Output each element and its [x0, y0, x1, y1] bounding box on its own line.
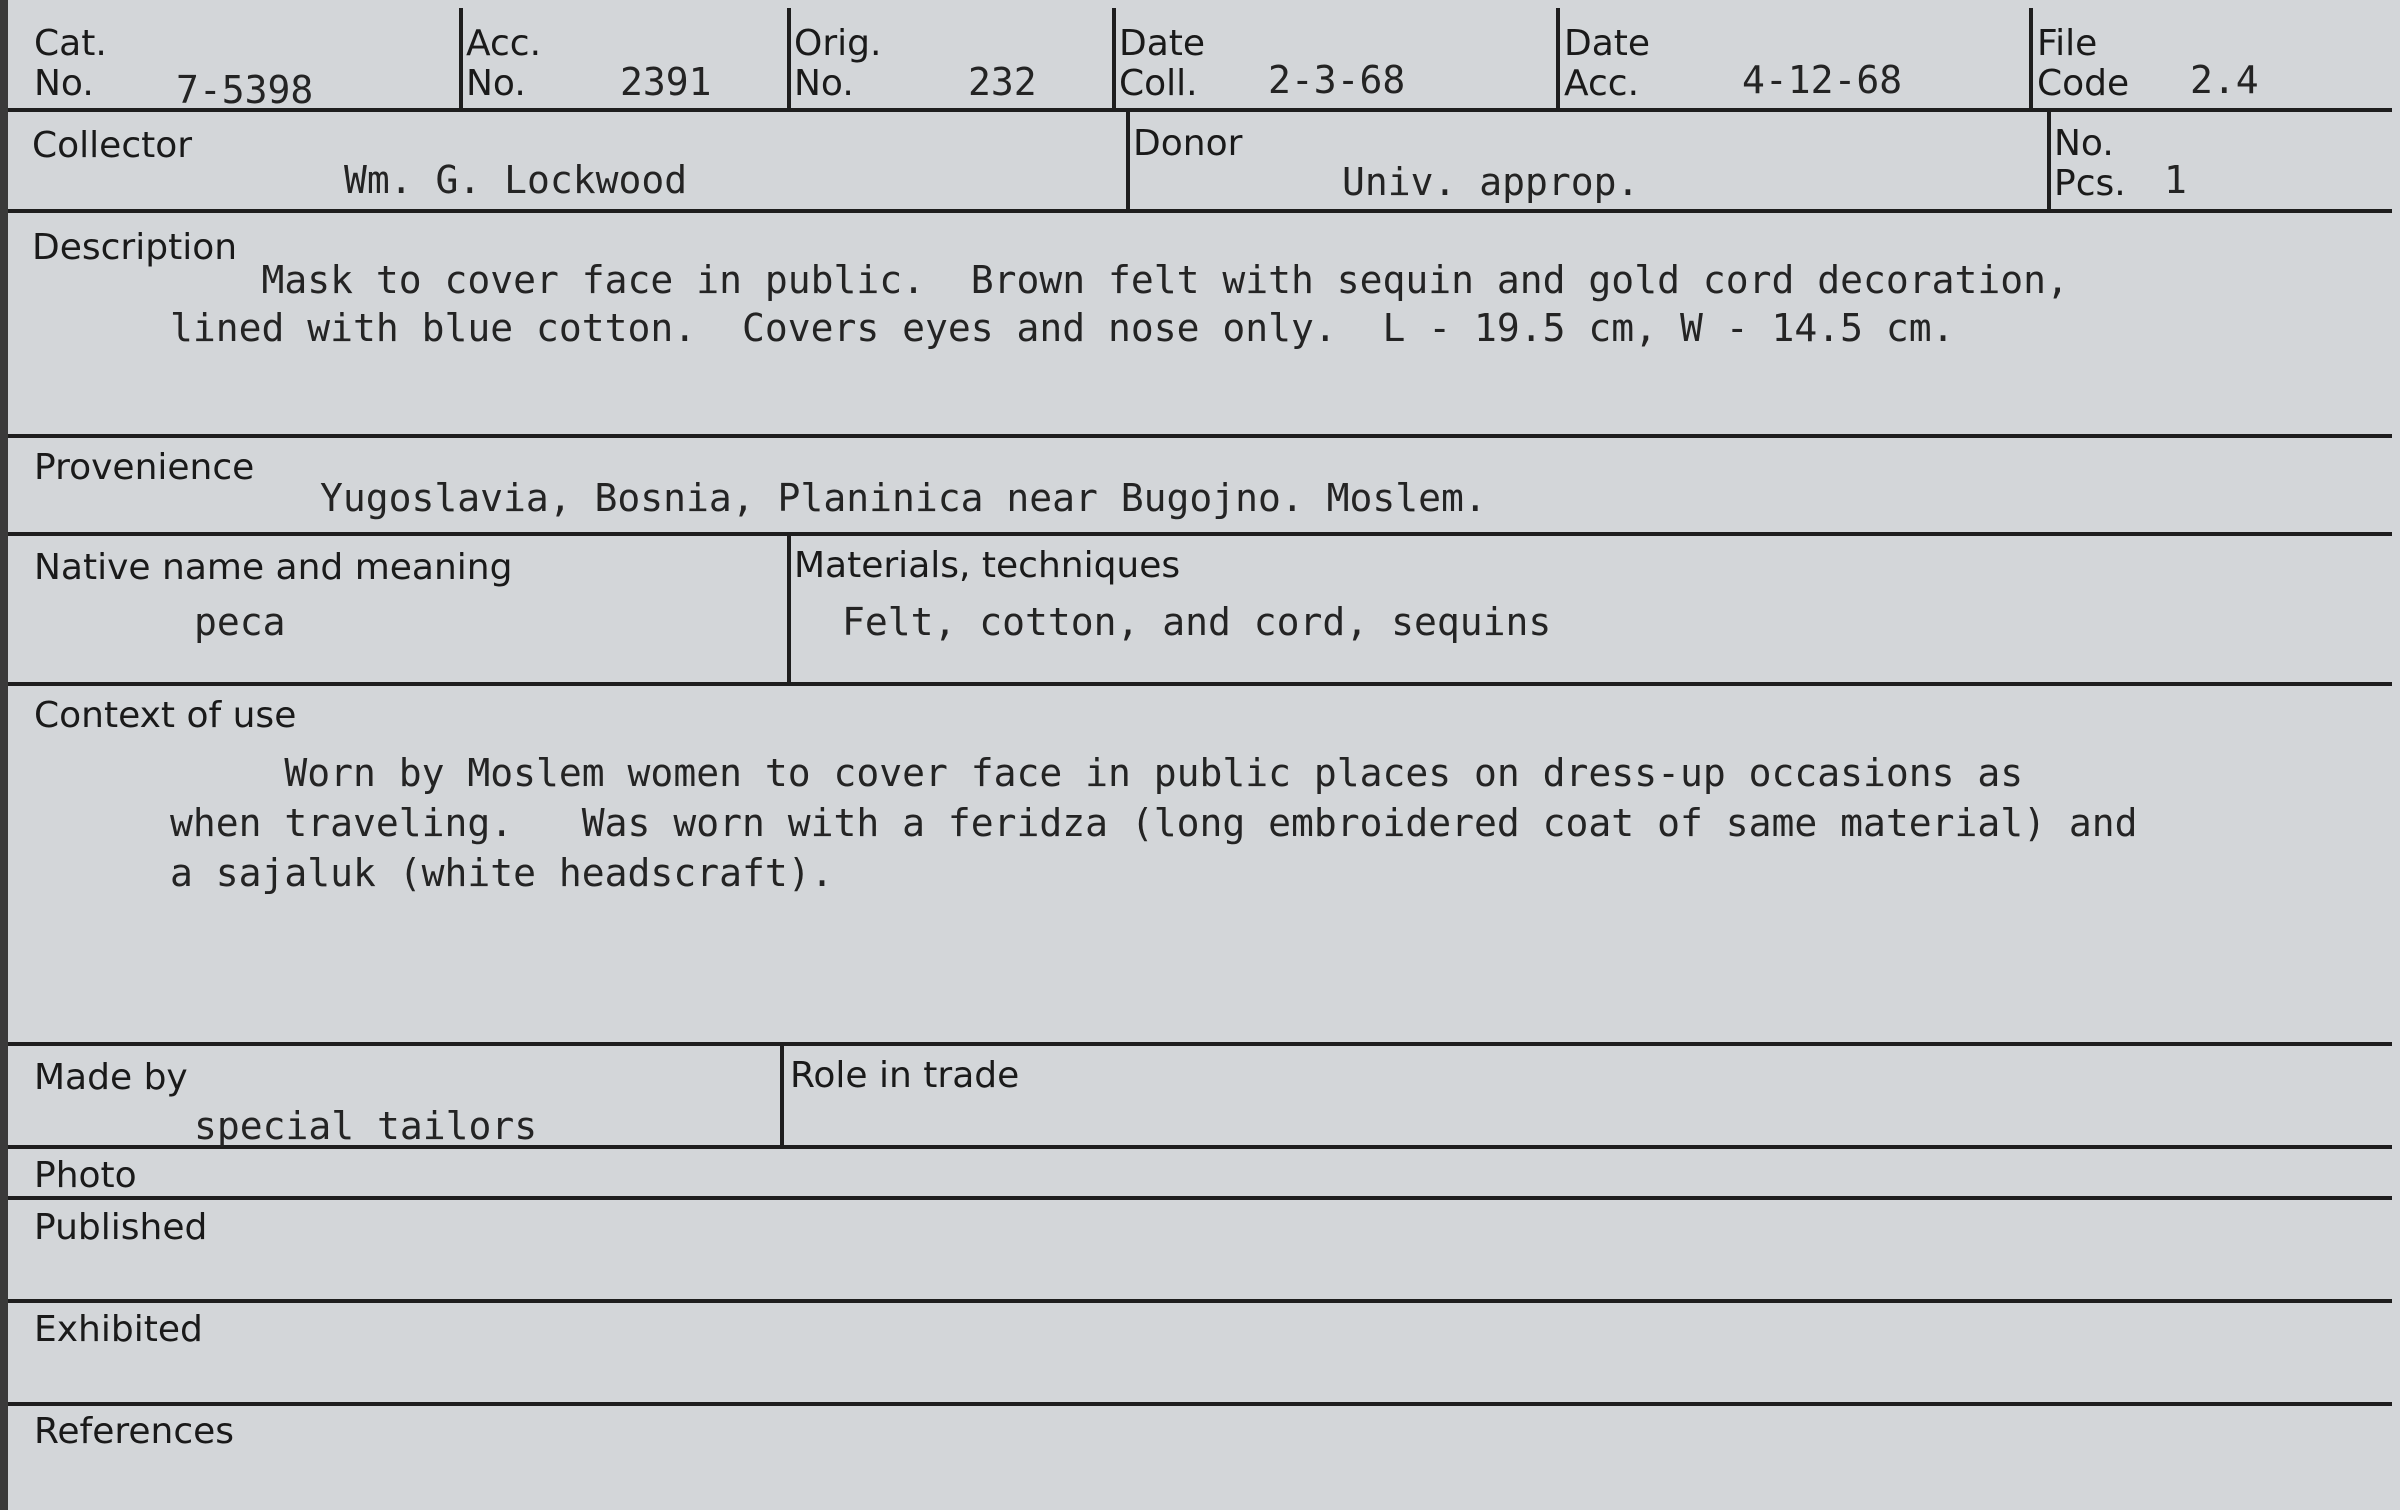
acc-no-label: No.	[466, 63, 526, 104]
collector-name: Wm. G. Lockwood	[344, 158, 688, 202]
collector-label: Collector	[32, 125, 193, 166]
cat-no-label: No.	[34, 63, 94, 104]
rule-photo	[8, 1196, 2392, 1200]
pieces-count: 1	[2164, 158, 2187, 202]
orig-number: 232	[968, 60, 1037, 104]
divider-donor-pcs	[2047, 110, 2051, 211]
cat-number: 7-5398	[176, 68, 314, 112]
divider-madeby-role	[780, 1044, 784, 1147]
native-name-label: Native name and meaning	[34, 547, 513, 588]
rule-exhibited	[8, 1402, 2392, 1406]
rule-context	[8, 1042, 2392, 1046]
role-in-trade-label: Role in trade	[790, 1055, 1020, 1096]
context-label: Context of use	[34, 695, 297, 736]
date-acc-label: Date	[1564, 23, 1651, 64]
rule-collector	[8, 209, 2392, 213]
file-code: 2.4	[2190, 58, 2259, 102]
orig-no-label: No.	[794, 63, 854, 104]
native-name: peca	[194, 600, 286, 644]
rule-provenience	[8, 532, 2392, 536]
photo-label: Photo	[34, 1155, 137, 1196]
donor-label: Donor	[1133, 123, 1243, 164]
context-text: Worn by Moslem women to cover face in public places on dress-up occasions as when traveling. Was worn with a feridza (long embroidered coat of same material) and a sajaluk (white headscraft).	[170, 751, 2138, 895]
rule-published	[8, 1299, 2392, 1303]
rule-header	[8, 108, 2392, 112]
rule-native	[8, 682, 2392, 686]
file-label: File	[2037, 23, 2098, 64]
pcs-no-label: No.	[2054, 123, 2114, 164]
description-label: Description	[32, 227, 238, 268]
date-coll-label: Date	[1119, 23, 1206, 64]
cat-label: Cat.	[34, 23, 107, 64]
divider-orig-date	[1112, 8, 1116, 110]
divider-native-materials	[787, 534, 791, 684]
donor-name: Univ. approp.	[1342, 160, 1640, 204]
acc-number: 2391	[620, 60, 712, 104]
date-acc-sub-label: Acc.	[1564, 63, 1640, 104]
date-accessioned: 4-12-68	[1742, 58, 1903, 102]
materials-text: Felt, cotton, and cord, sequins	[842, 600, 1552, 644]
provenience-label: Provenience	[34, 447, 255, 488]
date-coll-sub-label: Coll.	[1119, 63, 1198, 104]
description-text: Mask to cover face in public. Brown felt with sequin and gold cord decoration, lined with blue cotton. Covers eyes and nose only. L - 19.5 cm, W - 14.5 cm.	[170, 258, 2069, 350]
divider-cat-acc	[459, 8, 463, 110]
card-edge	[0, 0, 8, 1510]
rule-description	[8, 434, 2392, 438]
file-code-label: Code	[2037, 63, 2130, 104]
provenience-text: Yugoslavia, Bosnia, Planinica near Bugojno. Moslem.	[320, 476, 1487, 520]
date-collected: 2-3-68	[1268, 58, 1406, 102]
pcs-label: Pcs.	[2054, 163, 2126, 204]
divider-acc-orig	[787, 8, 791, 110]
divider-date-date	[1556, 8, 1560, 110]
acc-label: Acc.	[466, 23, 542, 64]
exhibited-label: Exhibited	[34, 1309, 203, 1350]
materials-label: Materials, techniques	[794, 545, 1181, 586]
divider-date-file	[2029, 8, 2033, 110]
made-by-text: special tailors	[194, 1104, 538, 1148]
made-by-label: Made by	[34, 1057, 188, 1098]
references-label: References	[34, 1411, 235, 1452]
published-label: Published	[34, 1207, 208, 1248]
orig-label: Orig.	[794, 23, 882, 64]
divider-collector-donor	[1126, 110, 1130, 211]
